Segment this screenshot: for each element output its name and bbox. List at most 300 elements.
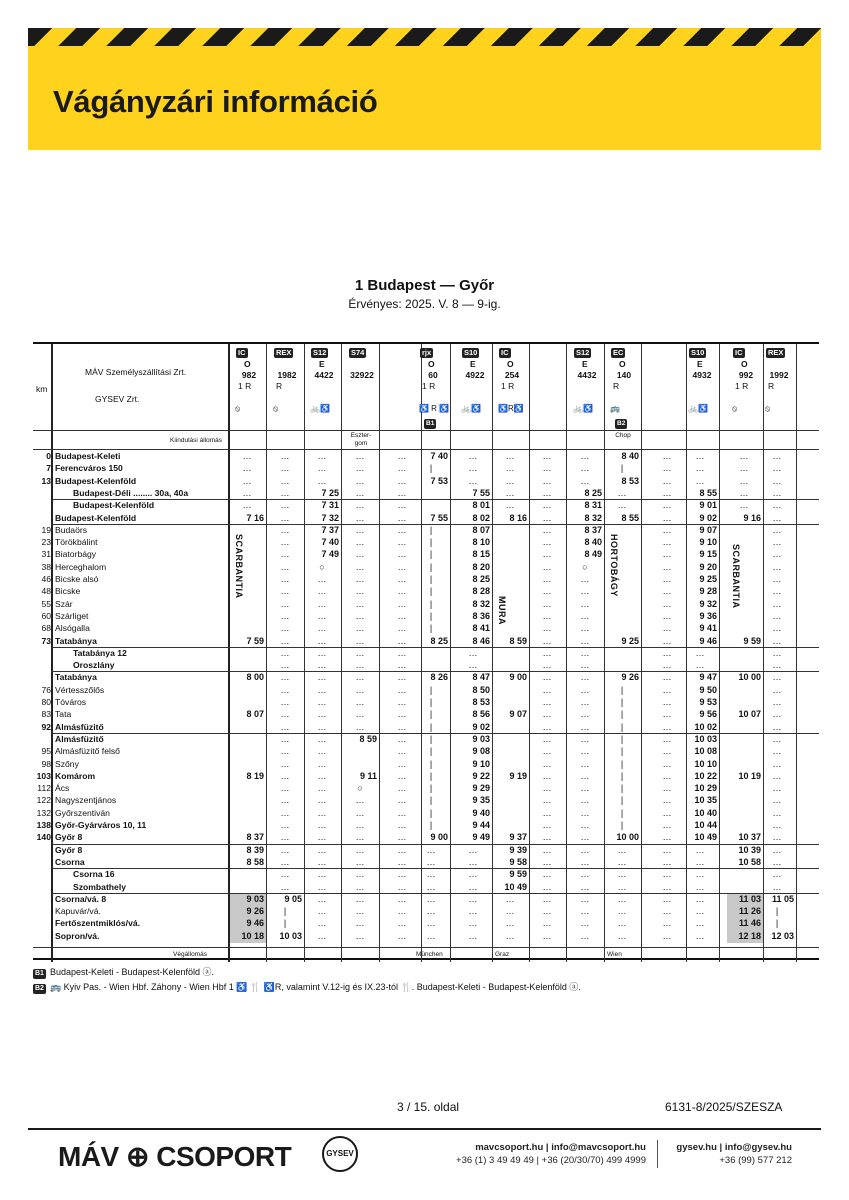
time-cell: 9 08 xyxy=(472,746,490,757)
time-cell: … xyxy=(242,463,252,474)
time-cell: … xyxy=(355,869,365,880)
time-cell: … xyxy=(505,500,515,511)
time-cell: … xyxy=(280,660,290,671)
time-cell: … xyxy=(505,930,515,941)
reservation-mark: 1 R xyxy=(501,381,515,391)
time-cell: 8 25 xyxy=(430,635,448,646)
time-cell: … xyxy=(426,856,436,867)
station-km: 98 xyxy=(41,758,51,769)
station-name: Tata xyxy=(55,709,72,720)
time-cell: … xyxy=(468,475,478,486)
operator-mav: MÁV Személyszállítási Zrt. xyxy=(85,367,187,377)
time-cell: … xyxy=(662,451,672,461)
time-cell: … xyxy=(317,758,327,769)
time-cell: 8 02 xyxy=(472,512,490,523)
time-cell: … xyxy=(355,561,365,572)
time-cell: … xyxy=(397,500,407,511)
time-cell: … xyxy=(280,795,290,806)
time-cell: 10 49 xyxy=(694,832,717,843)
time-cell: 7 16 xyxy=(246,512,264,523)
time-cell: … xyxy=(580,586,590,597)
time-cell: 9 49 xyxy=(472,832,490,843)
time-cell: … xyxy=(662,561,672,572)
footnote xyxy=(33,980,581,994)
train-badge: REX xyxy=(768,348,784,357)
time-cell: 8 47 xyxy=(472,672,490,683)
time-cell: … xyxy=(397,561,407,572)
reservation-mark: 1 R xyxy=(422,381,436,391)
time-cell: … xyxy=(397,475,407,486)
time-cell: … xyxy=(542,561,552,572)
time-cell: 8 59 xyxy=(359,733,377,744)
time-cell: 8 19 xyxy=(246,770,264,781)
time-cell: … xyxy=(662,844,672,855)
train-note-ref: B2 xyxy=(617,420,626,427)
footer-divider xyxy=(28,1128,821,1130)
station-name: Oroszlány xyxy=(73,660,115,671)
station-name: Budapest-Keleti xyxy=(55,451,121,461)
time-cell: 9 47 xyxy=(699,672,717,683)
time-cell: 9 02 xyxy=(472,721,490,732)
time-cell: 8 40 xyxy=(584,537,602,548)
time-cell: … xyxy=(580,697,590,707)
contact-divider xyxy=(657,1140,658,1168)
train-class: O xyxy=(741,359,748,369)
time-cell: … xyxy=(505,463,515,474)
train-name: SCARBANTIA xyxy=(234,534,244,599)
time-cell: … xyxy=(397,623,407,634)
time-cell: … xyxy=(280,733,290,744)
time-cell: … xyxy=(280,463,290,474)
time-cell: | xyxy=(620,807,624,818)
time-cell: … xyxy=(662,758,672,769)
time-cell: … xyxy=(542,869,552,880)
time-cell: … xyxy=(695,451,705,461)
time-cell: … xyxy=(695,881,705,892)
time-cell: … xyxy=(662,623,672,634)
time-cell: | xyxy=(429,721,433,732)
time-cell: 8 26 xyxy=(430,672,448,683)
time-cell: … xyxy=(580,869,590,880)
time-cell: … xyxy=(317,463,327,474)
time-cell: … xyxy=(468,906,478,917)
time-cell: … xyxy=(280,623,290,634)
time-cell: ○ xyxy=(357,783,363,794)
grid-vline xyxy=(566,344,567,962)
time-cell: | xyxy=(429,549,433,560)
time-cell: … xyxy=(426,844,436,855)
train-badge: S74 xyxy=(351,348,365,357)
time-cell: | xyxy=(620,721,624,732)
time-cell: … xyxy=(772,733,782,744)
time-cell: … xyxy=(355,647,365,658)
time-cell: … xyxy=(317,709,327,720)
time-cell: … xyxy=(397,660,407,671)
destination-station: Wien xyxy=(607,951,622,958)
time-cell: … xyxy=(662,770,672,781)
time-cell: 12 18 xyxy=(738,930,761,941)
time-cell: | xyxy=(429,463,433,474)
time-cell: … xyxy=(772,561,782,572)
time-cell: … xyxy=(355,906,365,917)
train-number: 1982 xyxy=(277,370,297,380)
train-number: 4432 xyxy=(577,370,597,380)
time-cell: … xyxy=(662,856,672,867)
time-cell: … xyxy=(280,807,290,818)
time-cell: … xyxy=(772,475,782,486)
header-banner xyxy=(28,28,821,150)
time-cell: … xyxy=(580,451,590,461)
time-cell: … xyxy=(772,463,782,474)
time-cell: | xyxy=(429,795,433,806)
time-cell: … xyxy=(317,930,327,941)
station-km: 132 xyxy=(36,807,51,818)
station-name: Vértesszőlős xyxy=(55,684,105,695)
origin-station: Eszter-gom xyxy=(350,432,372,447)
station-name: Biatorbágy xyxy=(55,549,97,560)
train-badge: IC xyxy=(238,348,246,357)
time-cell: … xyxy=(662,733,672,744)
time-cell: … xyxy=(772,856,782,867)
destination-station: Graz xyxy=(495,951,510,958)
train-badge: S10 xyxy=(691,348,705,357)
station-name: Budapest-Kelenföld xyxy=(55,512,137,523)
time-cell: … xyxy=(397,746,407,757)
station-name: Budapest-Déli ........ 30a, 40a xyxy=(73,487,189,498)
time-cell: … xyxy=(580,906,590,917)
time-cell: 8 59 xyxy=(509,635,527,646)
time-cell: 9 26 xyxy=(246,906,264,917)
station-name: Komárom xyxy=(55,770,96,781)
time-cell: … xyxy=(280,475,290,486)
time-cell: | xyxy=(429,561,433,572)
gysev-contact-web: gysev.hu | info@gysev.hu xyxy=(676,1142,792,1153)
station-km: 112 xyxy=(37,783,51,794)
time-cell: … xyxy=(542,832,552,843)
station-km: 68 xyxy=(41,623,51,634)
mav-contact xyxy=(420,1141,646,1167)
time-cell: … xyxy=(580,598,590,609)
time-cell: 11 46 xyxy=(738,918,761,929)
time-cell: … xyxy=(772,500,782,511)
time-cell: … xyxy=(317,906,327,917)
time-cell: … xyxy=(542,672,552,683)
time-cell: … xyxy=(355,598,365,609)
time-cell: … xyxy=(280,881,290,892)
time-cell: … xyxy=(542,758,552,769)
train-badge: S12 xyxy=(313,348,327,357)
time-cell: … xyxy=(617,500,627,511)
time-cell: … xyxy=(468,930,478,941)
time-cell: … xyxy=(397,918,407,929)
time-cell: … xyxy=(662,586,672,597)
time-cell: | xyxy=(283,906,287,917)
time-cell: … xyxy=(397,574,407,584)
time-cell: 9 50 xyxy=(699,684,717,695)
time-cell: … xyxy=(580,807,590,818)
time-cell: … xyxy=(317,672,327,683)
time-cell: 8 49 xyxy=(584,549,602,560)
time-cell: … xyxy=(542,733,552,744)
service-icons: ⦸ xyxy=(235,404,241,413)
time-cell: | xyxy=(620,770,624,781)
hazard-stripes xyxy=(28,28,821,46)
time-cell: … xyxy=(355,893,365,904)
time-cell: … xyxy=(355,721,365,732)
grid-hline xyxy=(33,449,819,450)
time-cell: … xyxy=(468,918,478,929)
time-cell: … xyxy=(580,893,590,904)
time-cell: 9 37 xyxy=(509,832,527,843)
time-cell: … xyxy=(505,451,515,461)
time-cell: … xyxy=(397,635,407,646)
time-cell: 9 36 xyxy=(699,610,717,621)
time-cell: … xyxy=(580,746,590,757)
time-cell: … xyxy=(468,856,478,867)
time-cell: … xyxy=(397,537,407,548)
footnote xyxy=(33,965,214,979)
train-number: 1992 xyxy=(769,370,789,380)
footnote-tag: B1 xyxy=(35,970,44,977)
time-cell: 7 40 xyxy=(321,537,339,548)
time-cell: … xyxy=(662,930,672,941)
time-cell: 9 05 xyxy=(284,893,302,904)
time-cell: … xyxy=(355,795,365,806)
time-cell: 9 16 xyxy=(743,512,761,523)
station-km: 7 xyxy=(46,463,51,474)
station-name: Almásfüzitő xyxy=(55,733,104,744)
time-cell: … xyxy=(542,844,552,855)
time-cell: … xyxy=(542,906,552,917)
time-cell: … xyxy=(542,697,552,707)
time-cell: … xyxy=(542,893,552,904)
time-cell: … xyxy=(280,500,290,511)
time-cell: … xyxy=(280,647,290,658)
destination-label: Végállomás xyxy=(173,951,207,958)
gysev-logo: GYSEV xyxy=(322,1136,358,1172)
station-name: Csorna/vá. 8 xyxy=(55,893,107,904)
time-cell: … xyxy=(397,770,407,781)
page-title: Vágányzári információ xyxy=(53,84,378,119)
time-cell: … xyxy=(542,783,552,794)
time-cell: 10 49 xyxy=(504,881,527,892)
time-cell: | xyxy=(620,783,624,794)
validity-text: Érvényes: 2025. V. 8 — 9-ig. xyxy=(348,297,501,311)
station-km: 83 xyxy=(41,709,51,720)
time-cell: … xyxy=(317,746,327,757)
time-cell: … xyxy=(662,709,672,720)
station-name: Győrszentiván xyxy=(55,807,110,818)
station-km: 38 xyxy=(41,561,51,572)
time-cell: … xyxy=(662,906,672,917)
station-km: 55 xyxy=(41,598,51,609)
time-cell: … xyxy=(242,500,252,511)
time-cell: … xyxy=(280,635,290,646)
timetable xyxy=(33,342,819,960)
time-cell: … xyxy=(695,918,705,929)
time-cell: … xyxy=(739,500,749,511)
time-cell: … xyxy=(397,684,407,695)
time-cell: 10 37 xyxy=(738,832,761,843)
gysev-contact-phone: +36 (99) 577 212 xyxy=(719,1155,792,1166)
time-cell: … xyxy=(772,487,782,498)
time-cell: … xyxy=(695,869,705,880)
time-cell: | xyxy=(620,697,624,707)
time-cell: … xyxy=(542,475,552,486)
time-cell: 11 05 xyxy=(771,893,794,904)
time-cell: … xyxy=(280,549,290,560)
time-cell: … xyxy=(355,844,365,855)
station-km: 122 xyxy=(36,795,51,806)
train-number: 982 xyxy=(241,370,257,380)
time-cell: … xyxy=(397,524,407,535)
time-cell: … xyxy=(505,475,515,486)
time-cell: 9 20 xyxy=(699,561,717,572)
time-cell: 10 00 xyxy=(738,672,761,683)
station-km: 31 xyxy=(41,549,51,560)
time-cell: … xyxy=(662,807,672,818)
time-cell: … xyxy=(772,623,782,634)
time-cell: … xyxy=(542,500,552,511)
station-name: Kapuvár/vá. xyxy=(55,906,101,917)
time-cell: … xyxy=(280,586,290,597)
time-cell: … xyxy=(772,672,782,683)
station-name: Nagyszentjános xyxy=(55,795,117,806)
time-cell: … xyxy=(542,746,552,757)
station-name: Ferencváros 150 xyxy=(55,463,123,474)
time-cell: … xyxy=(580,758,590,769)
time-cell: … xyxy=(695,906,705,917)
time-cell: … xyxy=(662,893,672,904)
footnote-tag: B2 xyxy=(35,985,44,992)
footnote-text: Budapest-Keleti - Budapest-Kelenföld ⓐ. xyxy=(49,967,215,977)
time-cell: … xyxy=(772,524,782,535)
time-cell: … xyxy=(280,487,290,498)
time-cell: … xyxy=(772,795,782,806)
time-cell: | xyxy=(429,586,433,597)
origin-station: Chop xyxy=(615,432,631,439)
time-cell: … xyxy=(426,906,436,917)
time-cell: | xyxy=(429,524,433,535)
time-cell: … xyxy=(355,930,365,941)
time-cell: … xyxy=(772,721,782,732)
time-cell: 10 19 xyxy=(738,770,761,781)
time-cell: … xyxy=(280,451,290,461)
reservation-mark: R xyxy=(613,381,620,391)
time-cell: … xyxy=(542,709,552,720)
time-cell: 10 08 xyxy=(694,746,717,757)
time-cell: … xyxy=(772,647,782,658)
train-name: SCARBANTIA xyxy=(731,544,741,609)
time-cell: … xyxy=(617,869,627,880)
time-cell: 7 55 xyxy=(430,512,448,523)
grid-vline xyxy=(341,344,342,962)
time-cell: … xyxy=(662,487,672,498)
time-cell: 9 25 xyxy=(621,635,639,646)
time-cell: … xyxy=(280,856,290,867)
train-class: E xyxy=(697,359,703,369)
time-cell: … xyxy=(662,524,672,535)
time-cell: … xyxy=(580,820,590,830)
grid-vline xyxy=(641,344,642,962)
time-cell: … xyxy=(426,930,436,941)
time-cell: … xyxy=(662,783,672,794)
station-name: Bicske alsó xyxy=(55,574,99,584)
station-km: 140 xyxy=(36,832,51,843)
time-cell: … xyxy=(580,721,590,732)
time-cell: … xyxy=(397,463,407,474)
time-cell: 8 53 xyxy=(472,697,490,707)
reservation-mark: R xyxy=(276,381,283,391)
time-cell: 9 22 xyxy=(472,770,490,781)
time-cell: … xyxy=(542,721,552,732)
time-cell: 7 53 xyxy=(430,475,448,486)
time-cell: 9 26 xyxy=(621,672,639,683)
time-cell: 11 03 xyxy=(738,893,761,904)
time-cell: … xyxy=(397,709,407,720)
time-cell: … xyxy=(580,795,590,806)
station-name: Szár xyxy=(55,598,73,609)
time-cell: … xyxy=(355,856,365,867)
time-cell: 9 29 xyxy=(472,783,490,794)
time-cell: … xyxy=(662,463,672,474)
time-cell: 9 10 xyxy=(699,537,717,548)
time-cell: … xyxy=(355,918,365,929)
time-cell: | xyxy=(775,918,779,929)
time-cell: 8 56 xyxy=(472,709,490,720)
time-cell: … xyxy=(695,844,705,855)
station-km: 60 xyxy=(41,610,51,621)
time-cell: … xyxy=(397,893,407,904)
time-cell: | xyxy=(429,733,433,744)
time-cell: … xyxy=(739,463,749,474)
time-cell: … xyxy=(580,623,590,634)
time-cell: | xyxy=(429,746,433,757)
time-cell: … xyxy=(580,475,590,486)
station-km: 19 xyxy=(41,524,51,535)
time-cell: … xyxy=(662,537,672,548)
station-name: Tóváros xyxy=(55,697,87,707)
time-cell: … xyxy=(280,770,290,781)
grid-vline xyxy=(228,344,230,962)
train-number: 4932 xyxy=(692,370,712,380)
time-cell: … xyxy=(355,463,365,474)
time-cell: 9 41 xyxy=(699,623,717,634)
time-cell: 10 18 xyxy=(241,930,264,941)
grid-hline xyxy=(33,430,819,431)
time-cell: … xyxy=(662,684,672,695)
service-icons: 🚌 xyxy=(610,404,620,413)
time-cell: … xyxy=(580,832,590,843)
time-cell: | xyxy=(429,820,433,830)
time-cell: … xyxy=(617,918,627,929)
grid-hline xyxy=(33,947,819,948)
station-km: 103 xyxy=(36,770,51,781)
time-cell: … xyxy=(662,549,672,560)
time-cell: … xyxy=(662,647,672,658)
time-cell: | xyxy=(429,684,433,695)
time-cell: … xyxy=(505,893,515,904)
train-badge: REX xyxy=(276,348,292,357)
grid-vline xyxy=(450,344,451,962)
time-cell: … xyxy=(542,537,552,548)
time-cell: … xyxy=(662,610,672,621)
time-cell: | xyxy=(620,709,624,720)
time-cell: … xyxy=(468,647,478,658)
time-cell: … xyxy=(317,807,327,818)
time-cell: … xyxy=(772,783,782,794)
time-cell: … xyxy=(542,918,552,929)
